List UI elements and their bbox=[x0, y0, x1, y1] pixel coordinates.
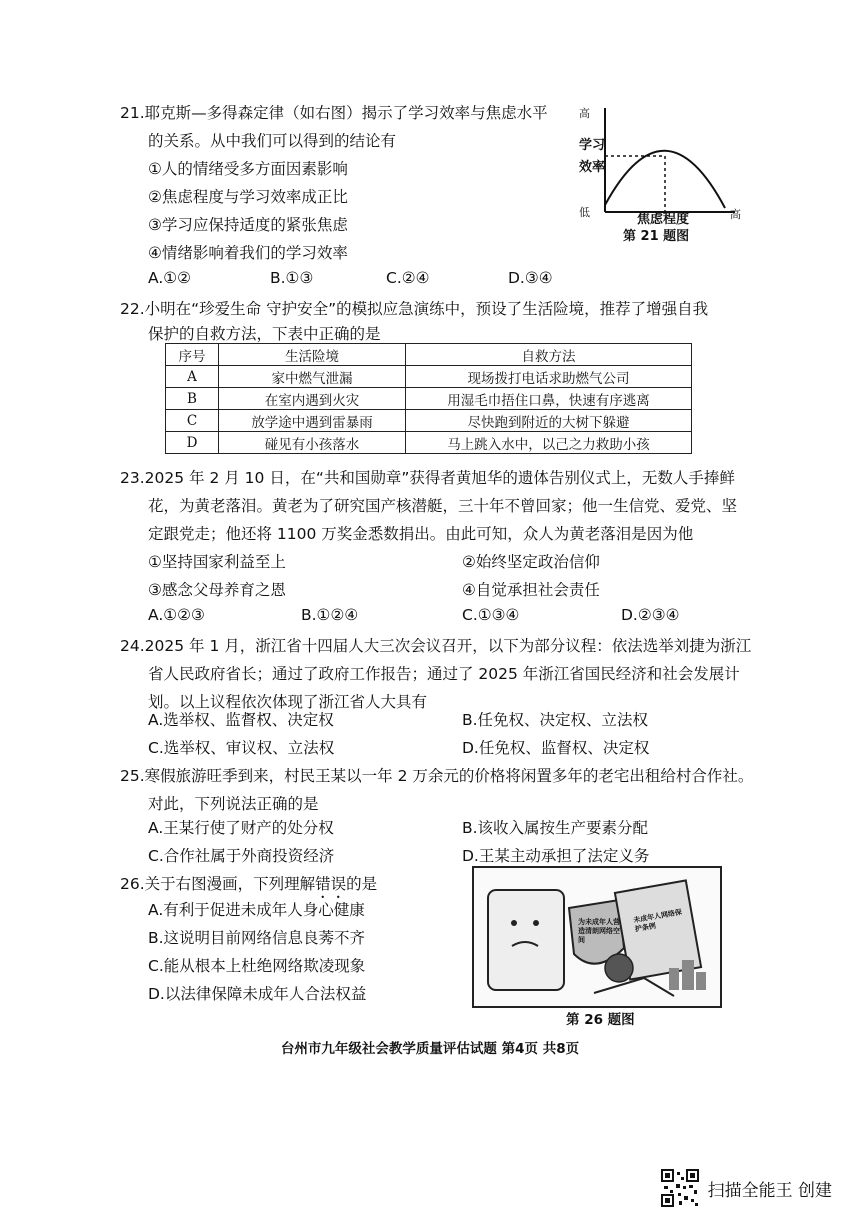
q24-option-c: C.选举权、审议权、立法权 bbox=[148, 739, 335, 757]
q23-item: ④自觉承担社会责任 bbox=[462, 581, 600, 599]
q21-item: ②焦虑程度与学习效率成正比 bbox=[148, 188, 348, 206]
table-cell: 放学途中遇到雷暴雨 bbox=[219, 410, 406, 432]
table-cell: 用湿毛巾捂住口鼻，快速有序逃离 bbox=[406, 388, 692, 410]
q21-option-a: A.①② bbox=[148, 269, 192, 287]
q24-emphasis: 依次 bbox=[241, 693, 273, 711]
q24-stem-text: 体现了浙江省人大具有 bbox=[272, 693, 428, 711]
q23-stem-line1: 23.2025 年 2 月 10 日，在“共和国勋章”获得者黄旭华的遗体告别仪式上，无数人手捧鲜 bbox=[120, 469, 735, 487]
table-row bbox=[166, 388, 692, 410]
q25-option-a: A.王某行使了财产的处分权 bbox=[148, 819, 334, 837]
y-axis-high: 高 bbox=[579, 107, 590, 120]
table-cell: A bbox=[166, 366, 219, 388]
q24-option-a: A.选举权、监督权、决定权 bbox=[148, 711, 334, 729]
q26-option-b: B.这说明目前网络信息良莠不齐 bbox=[148, 929, 366, 947]
q21-item: ③学习应保持适度的紧张焦虑 bbox=[148, 216, 348, 234]
q23-option-b: B.①②④ bbox=[301, 606, 359, 624]
self-rescue-table bbox=[165, 343, 692, 454]
q23-item: ①坚持国家利益至上 bbox=[148, 553, 286, 571]
q21-stem-line1: 21.耶克斯—多得森定律（如右图）揭示了学习效率与焦虑水平 bbox=[120, 104, 548, 122]
q21-option-b: B.①③ bbox=[270, 269, 314, 287]
q21-figure bbox=[565, 100, 745, 245]
table-header: 生活险境 bbox=[219, 344, 406, 366]
q24-stem-text: 划。以上议程 bbox=[148, 693, 242, 711]
q23-option-c: C.①③④ bbox=[462, 606, 520, 624]
y-axis-label-char: 习 bbox=[592, 138, 606, 153]
phone-screen-figure bbox=[488, 890, 564, 990]
q21-stem-line2: 的关系。从中我们可以得到的结论有 bbox=[148, 132, 397, 150]
q21-item: ④情绪影响着我们的学习效率 bbox=[148, 244, 348, 262]
table-cell: 马上跳入水中，以己之力救助小孩 bbox=[406, 432, 692, 454]
q25-stem-line1: 25.寒假旅游旺季到来，村民王某以一年 2 万余元的价格将闲置多年的老宅出租给村合作社。 bbox=[120, 767, 754, 785]
table-row bbox=[166, 432, 692, 454]
y-axis-label-char: 率 bbox=[592, 160, 606, 175]
q22-stem-line2: 保护的自救方法，下表中正确的是 bbox=[148, 325, 381, 343]
q25-option-d: D.王某主动承担了法定义务 bbox=[462, 847, 650, 865]
q24-option-b: B.任免权、决定权、立法权 bbox=[462, 711, 649, 729]
shield-text: 为未成年人营造清朗网络空间 bbox=[578, 918, 620, 944]
figure-caption: 第 26 题图 bbox=[566, 1012, 635, 1028]
x-axis-label: 焦虑程度 bbox=[637, 212, 690, 227]
watermark-text: 扫描全能王 创建 bbox=[707, 1180, 832, 1201]
q21-item: ①人的情绪受多方面因素影响 bbox=[148, 160, 348, 178]
q26-emphasis: 错误 bbox=[315, 875, 347, 893]
child-figure bbox=[605, 954, 633, 982]
table-header: 序号 bbox=[166, 344, 219, 366]
q24-stem-line1: 24.2025 年 1 月，浙江省十四届人大三次会议召开，以下为部分议程：依法选举刘捷为浙江 bbox=[120, 637, 752, 655]
q24-option-d: D.任免权、监督权、决定权 bbox=[462, 739, 650, 757]
q21-option-d: D.③④ bbox=[508, 269, 553, 287]
figure-caption: 第 21 题图 bbox=[623, 229, 690, 244]
page-footer: 台州市九年级社会教学质量评估试题 第4页 共8页 bbox=[280, 1041, 580, 1057]
book-text: 未成年人网络保护条例 bbox=[632, 908, 683, 934]
y-axis-low: 低 bbox=[579, 206, 590, 219]
q26-option-c: C.能从根本上杜绝网络欺凌现象 bbox=[148, 957, 366, 975]
q21-option-c: C.②④ bbox=[386, 269, 430, 287]
q25-option-b: B.该收入属按生产要素分配 bbox=[462, 819, 649, 837]
q26-option-a: A.有利于促进未成年人身心健康 bbox=[148, 901, 365, 919]
table-cell: 尽快跑到附近的大树下躲避 bbox=[406, 410, 692, 432]
q26-stem-text: 的是 bbox=[346, 875, 378, 893]
qr-code-icon bbox=[660, 1168, 700, 1208]
table-cell: 现场拨打电话求助燃气公司 bbox=[406, 366, 692, 388]
q24-stem-line2: 省人民政府省长；通过了政府工作报告；通过了 2025 年浙江省国民经济和社会发展计 bbox=[148, 665, 740, 683]
q25-option-c: C.合作社属于外商投资经济 bbox=[148, 847, 335, 865]
q26-option-d: D.以法律保障未成年人合法权益 bbox=[148, 985, 367, 1003]
q23-item: ②始终坚定政治信仰 bbox=[462, 553, 600, 571]
y-axis-label-char: 效 bbox=[579, 160, 593, 175]
y-axis-label-char: 学 bbox=[579, 138, 593, 153]
table-cell: 在室内遇到火灾 bbox=[219, 388, 406, 410]
q22-stem-line1: 22.小明在“珍爱生命 守护安全”的模拟应急演练中，预设了生活险境，推荐了增强自我 bbox=[120, 300, 709, 318]
q26-cartoon bbox=[472, 866, 722, 1008]
q26-stem-text: 26.关于右图漫画，下列理解 bbox=[120, 875, 316, 893]
q23-stem-line2: 花，为黄老落泪。黄老为了研究国产核潜艇，三十年不曾回家；他一生信党、爱党、坚 bbox=[148, 497, 738, 515]
table-cell: D bbox=[166, 432, 219, 454]
q23-option-a: A.①②③ bbox=[148, 606, 205, 624]
scanner-watermark bbox=[660, 1168, 832, 1208]
table-header: 自救方法 bbox=[406, 344, 692, 366]
table-cell: B bbox=[166, 388, 219, 410]
table-cell: 家中燃气泄漏 bbox=[219, 366, 406, 388]
table-row bbox=[166, 366, 692, 388]
table-row bbox=[166, 410, 692, 432]
q23-option-d: D.②③④ bbox=[621, 606, 680, 624]
q23-stem-line3: 定跟党走；他还将 1100 万奖金悉数捐出。由此可知，众人为黄老落泪是因为他 bbox=[148, 525, 694, 543]
x-axis-high: 高 bbox=[730, 208, 741, 221]
q23-item: ③感念父母养育之恩 bbox=[148, 581, 286, 599]
q25-stem-line2: 对此，下列说法正确的是 bbox=[148, 795, 319, 813]
table-cell: 碰见有小孩落水 bbox=[219, 432, 406, 454]
table-cell: C bbox=[166, 410, 219, 432]
